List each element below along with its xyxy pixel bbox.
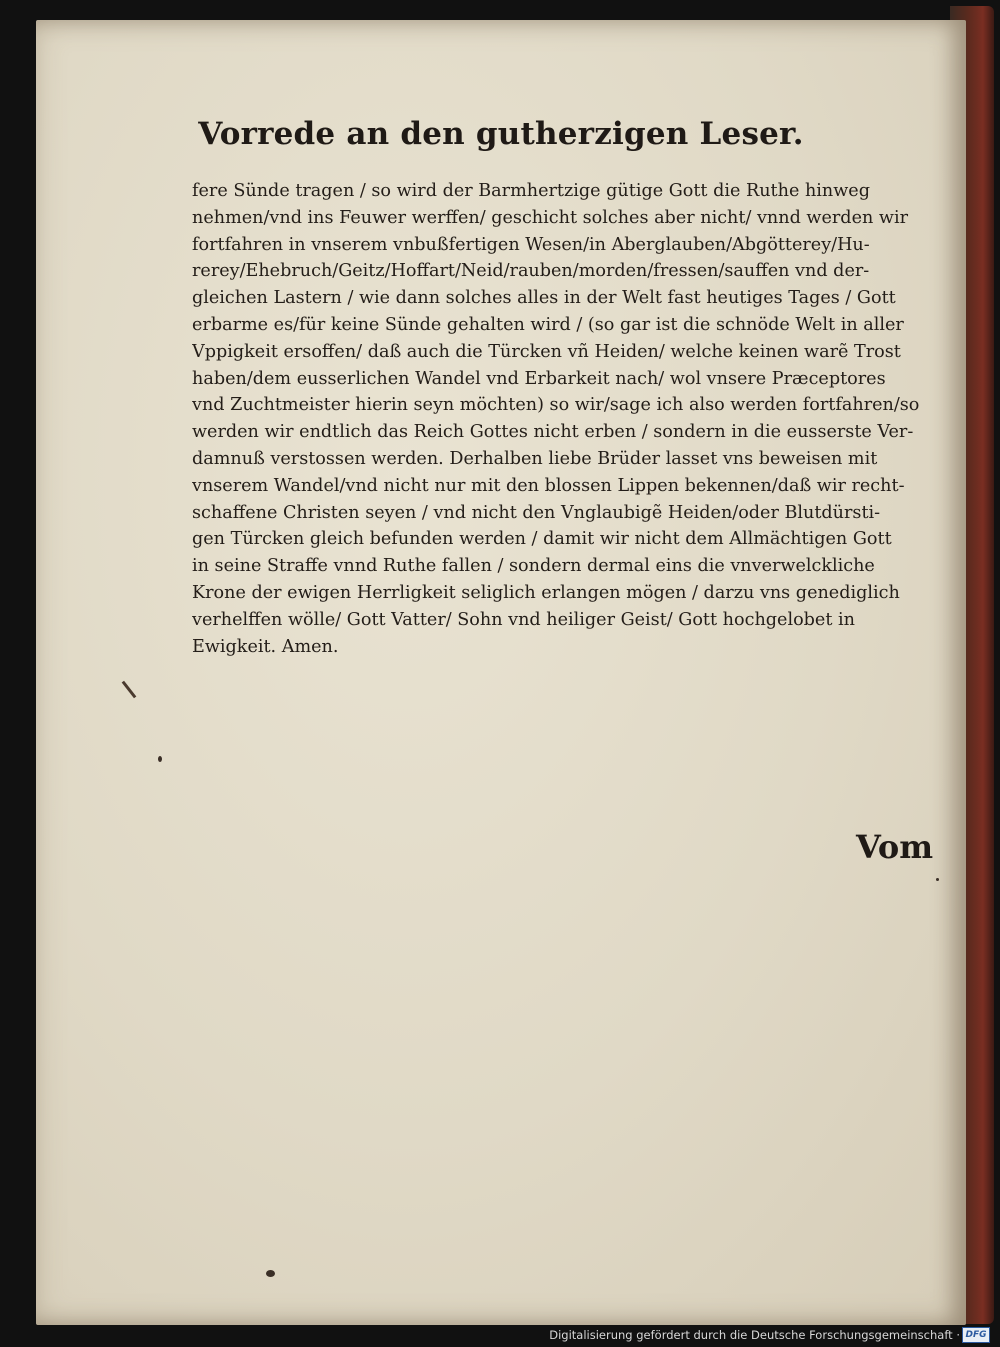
text-line: haben/dem eusserlichen Wandel vnd Erbarkeit nach/ wol vnsere Præceptores xyxy=(192,368,886,389)
text-line: fortfahren in vnserem vnbußfertigen Wesen/in Aberglauben/Abgötterey/Hu- xyxy=(192,234,870,255)
text-line: erbarme es/für keine Sünde gehalten wird / (so gar ist die schnöde Welt in aller xyxy=(192,314,904,335)
ink-stroke-mark xyxy=(122,681,137,699)
text-line: gleichen Lastern / wie dann solches alles in der Welt fast heutiges Tages / Gott xyxy=(192,288,896,309)
text-line: Ewigkeit. Amen. xyxy=(192,636,339,657)
text-line: Krone der ewigen Herrligkeit seliglich erlangen mögen / darzu vns genediglich xyxy=(192,582,900,603)
text-line: Vppigkeit ersoffen/ daß auch die Türcken vñ Heiden/ welche keinen warẽ Trost xyxy=(192,341,901,362)
book-page xyxy=(36,20,966,1325)
digitization-credit: Digitalisierung gefördert durch die Deutsche Forschungsgemeinschaft · xyxy=(549,1328,960,1342)
text-line: gen Türcken gleich befunden werden / damit wir nicht dem Allmächtigen Gott xyxy=(192,529,892,550)
text-line: verhelffen wölle/ Gott Vatter/ Sohn vnd heiliger Geist/ Gott hochgelobet in xyxy=(192,609,855,630)
text-line: werden wir endtlich das Reich Gottes nicht erben / sondern in die eusserste Ver- xyxy=(192,422,914,443)
text-line: damnuß verstossen werden. Derhalben liebe Brüder lasset vns beweisen mit xyxy=(192,448,878,469)
text-line: nehmen/vnd ins Feuwer werffen/ geschicht solches aber nicht/ vnnd werden wir xyxy=(192,207,908,228)
text-line: in seine Straffe vnnd Ruthe fallen / sondern dermal eins die vnverwelckliche xyxy=(192,556,875,577)
page-title: Vorrede an den gutherzigen Leser. xyxy=(198,116,804,152)
ink-speck xyxy=(266,1270,275,1277)
text-line: rerey/Ehebruch/Geitz/Hoffart/Neid/rauben/morden/fressen/sauffen vnd der- xyxy=(192,261,870,282)
text-line: vnserem Wandel/vnd nicht nur mit den blossen Lippen bekennen/daß wir recht- xyxy=(192,475,905,496)
ink-speck xyxy=(158,756,162,762)
text-line: fere Sünde tragen / so wird der Barmhertzige gütige Gott die Ruthe hinweg xyxy=(192,181,870,201)
catchword: Vom xyxy=(856,828,934,866)
ink-speck xyxy=(936,878,939,881)
body-text xyxy=(192,178,940,660)
text-line: vnd Zuchtmeister hierin seyn möchten) so wir/sage ich also werden fortfahren/so xyxy=(192,395,920,416)
text-line: schaffene Christen seyen / vnd nicht den Vnglaubigẽ Heiden/oder Blutdürsti- xyxy=(192,502,881,523)
dfg-logo: DFG xyxy=(962,1327,990,1343)
